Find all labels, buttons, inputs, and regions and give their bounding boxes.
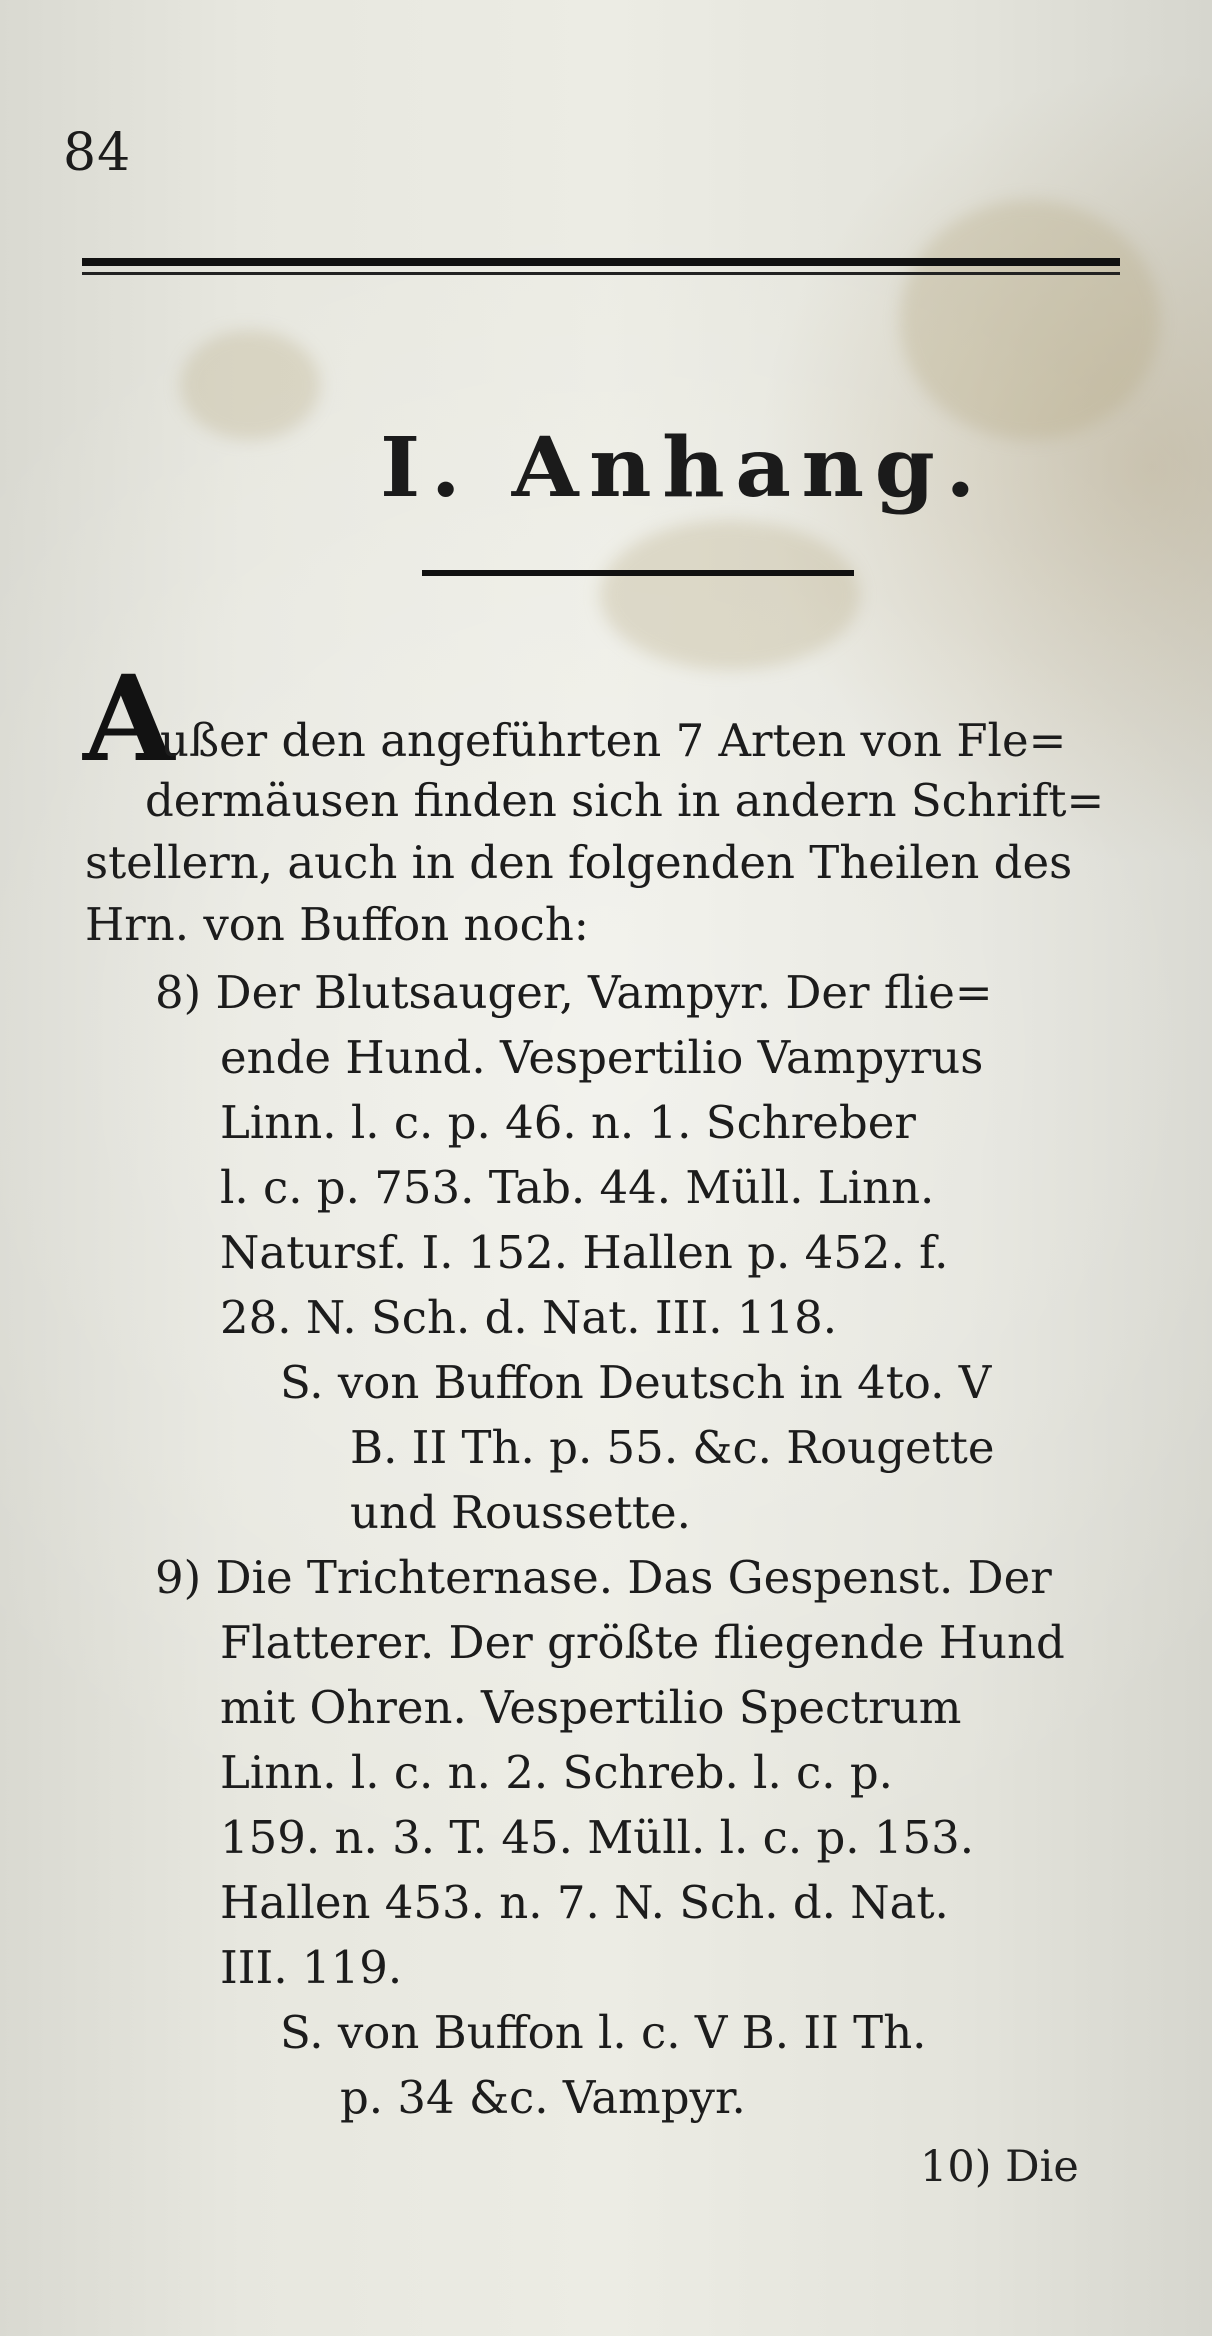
paper-stain: [900, 200, 1160, 440]
catchword: 10) Die: [920, 2142, 1079, 2192]
entry-9-line-3: mit Ohren. Vespertilio Spectrum: [220, 1681, 962, 1734]
entry-9-line-8: S. von Buffon l. c. V B. II Th.: [280, 2006, 927, 2059]
entry-8-line-3: Linn. l. c. p. 46. n. 1. Schreber: [220, 1096, 916, 1149]
entry-8-line-5: Natursf. I. 152. Hallen p. 452. f.: [220, 1226, 949, 1279]
entry-9-line-1: 9) Die Trichternase. Das Gespenst. Der: [155, 1551, 1052, 1604]
entry-8-line-6: 28. N. Sch. d. Nat. III. 118.: [220, 1291, 838, 1344]
entry-9-line-2: Flatterer. Der größte fliegende Hund: [220, 1616, 1065, 1669]
entry-8-line-2: ende Hund. Vespertilio Vampyrus: [220, 1031, 984, 1084]
paper-stain: [600, 520, 860, 670]
entry-9-line-7: III. 119.: [220, 1941, 403, 1994]
page-number: 84: [63, 123, 132, 183]
top-rule-thin: [82, 272, 1120, 275]
page-heading: I. Anhang.: [380, 420, 986, 516]
entry-9-line-6: Hallen 453. n. 7. N. Sch. d. Nat.: [220, 1876, 949, 1929]
paper-stain: [180, 330, 320, 440]
entry-9-line-4: Linn. l. c. n. 2. Schreb. l. c. p.: [220, 1746, 893, 1799]
entry-8-line-9: und Roussette.: [350, 1486, 691, 1539]
drop-cap-letter: A: [83, 649, 175, 788]
intro-line-4: Hrn. von Buffon noch:: [85, 898, 589, 951]
entry-9-line-5: 159. n. 3. T. 45. Müll. l. c. p. 153.: [220, 1811, 975, 1864]
heading-rule: [422, 570, 854, 576]
entry-8-line-7: S. von Buffon Deutsch in 4to. V: [280, 1356, 992, 1409]
intro-line-3: stellern, auch in den folgenden Theilen des: [85, 836, 1073, 889]
entry-8-line-4: l. c. p. 753. Tab. 44. Müll. Linn.: [220, 1161, 935, 1214]
top-rule: [82, 258, 1120, 266]
entry-8-line-1: 8) Der Blutsauger, Vampyr. Der flie=: [155, 966, 993, 1019]
intro-line-2: dermäusen finden sich in andern Schrift=: [145, 774, 1105, 827]
entry-8-line-8: B. II Th. p. 55. &c. Rougette: [350, 1421, 995, 1474]
intro-line-1: ußer den angeführten 7 Arten von Fle=: [160, 714, 1067, 767]
entry-9-line-9: p. 34 &c. Vampyr.: [340, 2071, 746, 2124]
